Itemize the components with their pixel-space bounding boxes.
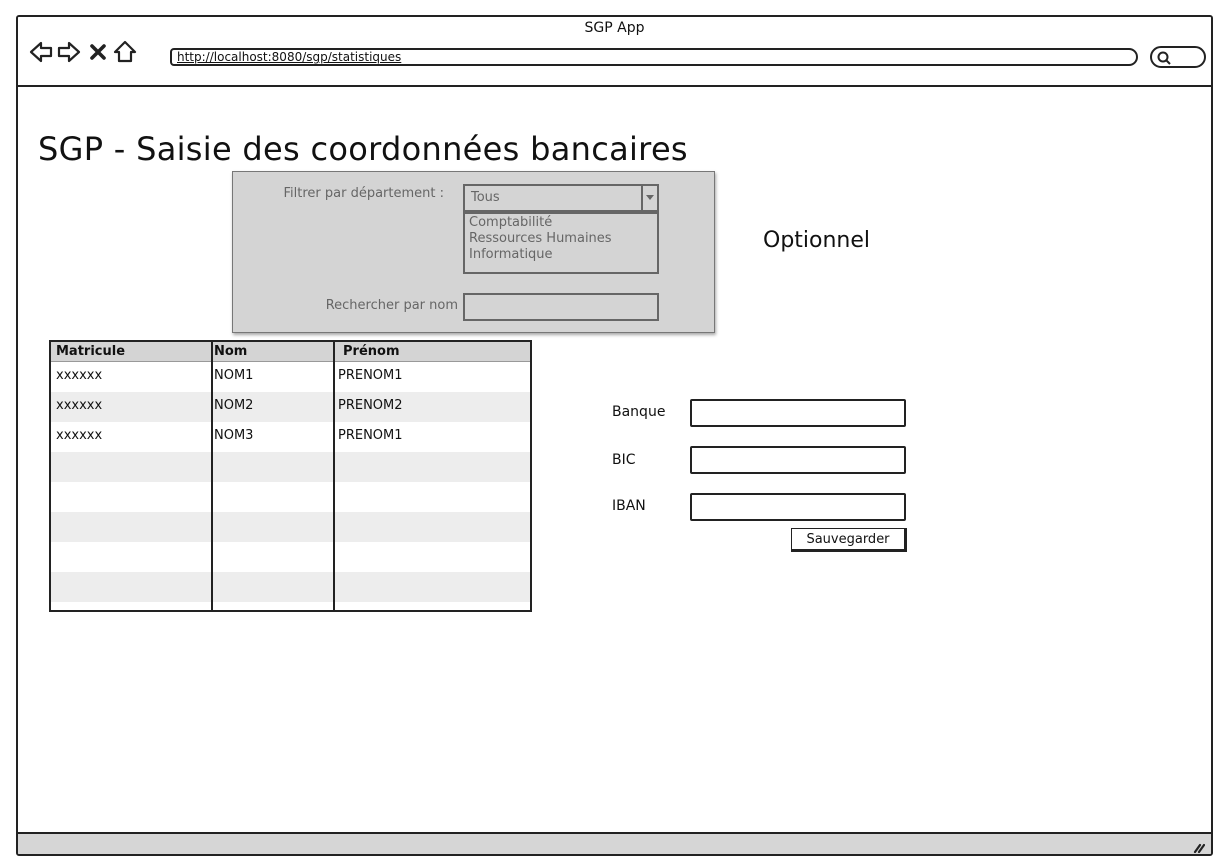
cell-matricule: xxxxxx — [56, 398, 103, 413]
bic-input[interactable] — [690, 446, 906, 474]
column-divider — [333, 342, 335, 610]
cell-nom: NOM1 — [214, 368, 254, 383]
iban-input[interactable] — [690, 493, 906, 521]
table-row-empty — [51, 572, 530, 602]
table-row[interactable] — [51, 392, 530, 422]
department-options-list — [463, 212, 659, 274]
table-row-empty — [51, 482, 530, 512]
column-header-nom[interactable]: Nom — [214, 344, 248, 359]
table-row-empty — [51, 542, 530, 572]
close-icon[interactable] — [86, 39, 112, 65]
cell-matricule: xxxxxx — [56, 368, 103, 383]
department-selected-value: Tous — [471, 190, 500, 205]
chevron-down-icon — [646, 195, 654, 200]
window-title: SGP App — [584, 20, 645, 36]
name-search-input[interactable] — [463, 293, 659, 321]
bic-label: BIC — [612, 452, 636, 468]
filter-panel — [232, 171, 715, 333]
department-option-ressources-humaines[interactable]: Ressources Humaines — [469, 231, 612, 246]
employee-table — [49, 340, 532, 612]
column-header-matricule[interactable]: Matricule — [56, 344, 126, 359]
table-row[interactable] — [51, 362, 530, 392]
bank-label: Banque — [612, 404, 666, 420]
cell-nom: NOM2 — [214, 398, 254, 413]
search-icon — [1156, 50, 1172, 66]
arrow-right-icon[interactable] — [56, 39, 82, 65]
column-header-prenom[interactable]: Prénom — [343, 344, 400, 359]
home-icon[interactable] — [112, 39, 138, 65]
department-filter-label: Filtrer par département : — [283, 186, 444, 201]
cell-prenom: PRENOM2 — [338, 398, 403, 413]
iban-label: IBAN — [612, 498, 646, 514]
department-select[interactable] — [463, 184, 659, 212]
bank-input[interactable] — [690, 399, 906, 427]
optional-note: Optionnel — [763, 228, 871, 253]
browser-search-field[interactable] — [1150, 46, 1206, 68]
arrow-left-icon[interactable] — [28, 39, 54, 65]
cell-nom: NOM3 — [214, 428, 254, 443]
cell-prenom: PRENOM1 — [338, 368, 403, 383]
resize-grip-icon[interactable] — [1193, 838, 1205, 856]
table-row[interactable] — [51, 422, 530, 452]
page-title: SGP - Saisie des coordonnées bancaires — [38, 130, 688, 168]
status-bar — [18, 832, 1211, 854]
table-header — [51, 342, 530, 362]
url-text: http://localhost:8080/sgp/statistiques — [177, 50, 402, 64]
column-divider — [211, 342, 213, 610]
browser-toolbar — [18, 17, 1211, 87]
department-option-comptabilite[interactable]: Comptabilité — [469, 215, 553, 230]
dropdown-toggle[interactable] — [641, 186, 657, 210]
url-bar[interactable] — [170, 48, 1138, 66]
table-row-empty — [51, 512, 530, 542]
cell-matricule: xxxxxx — [56, 428, 103, 443]
department-option-informatique[interactable]: Informatique — [469, 247, 553, 262]
save-button[interactable]: Sauvegarder — [791, 528, 907, 552]
table-row-empty — [51, 452, 530, 482]
cell-prenom: PRENOM1 — [338, 428, 403, 443]
name-search-label: Rechercher par nom — [325, 298, 458, 313]
